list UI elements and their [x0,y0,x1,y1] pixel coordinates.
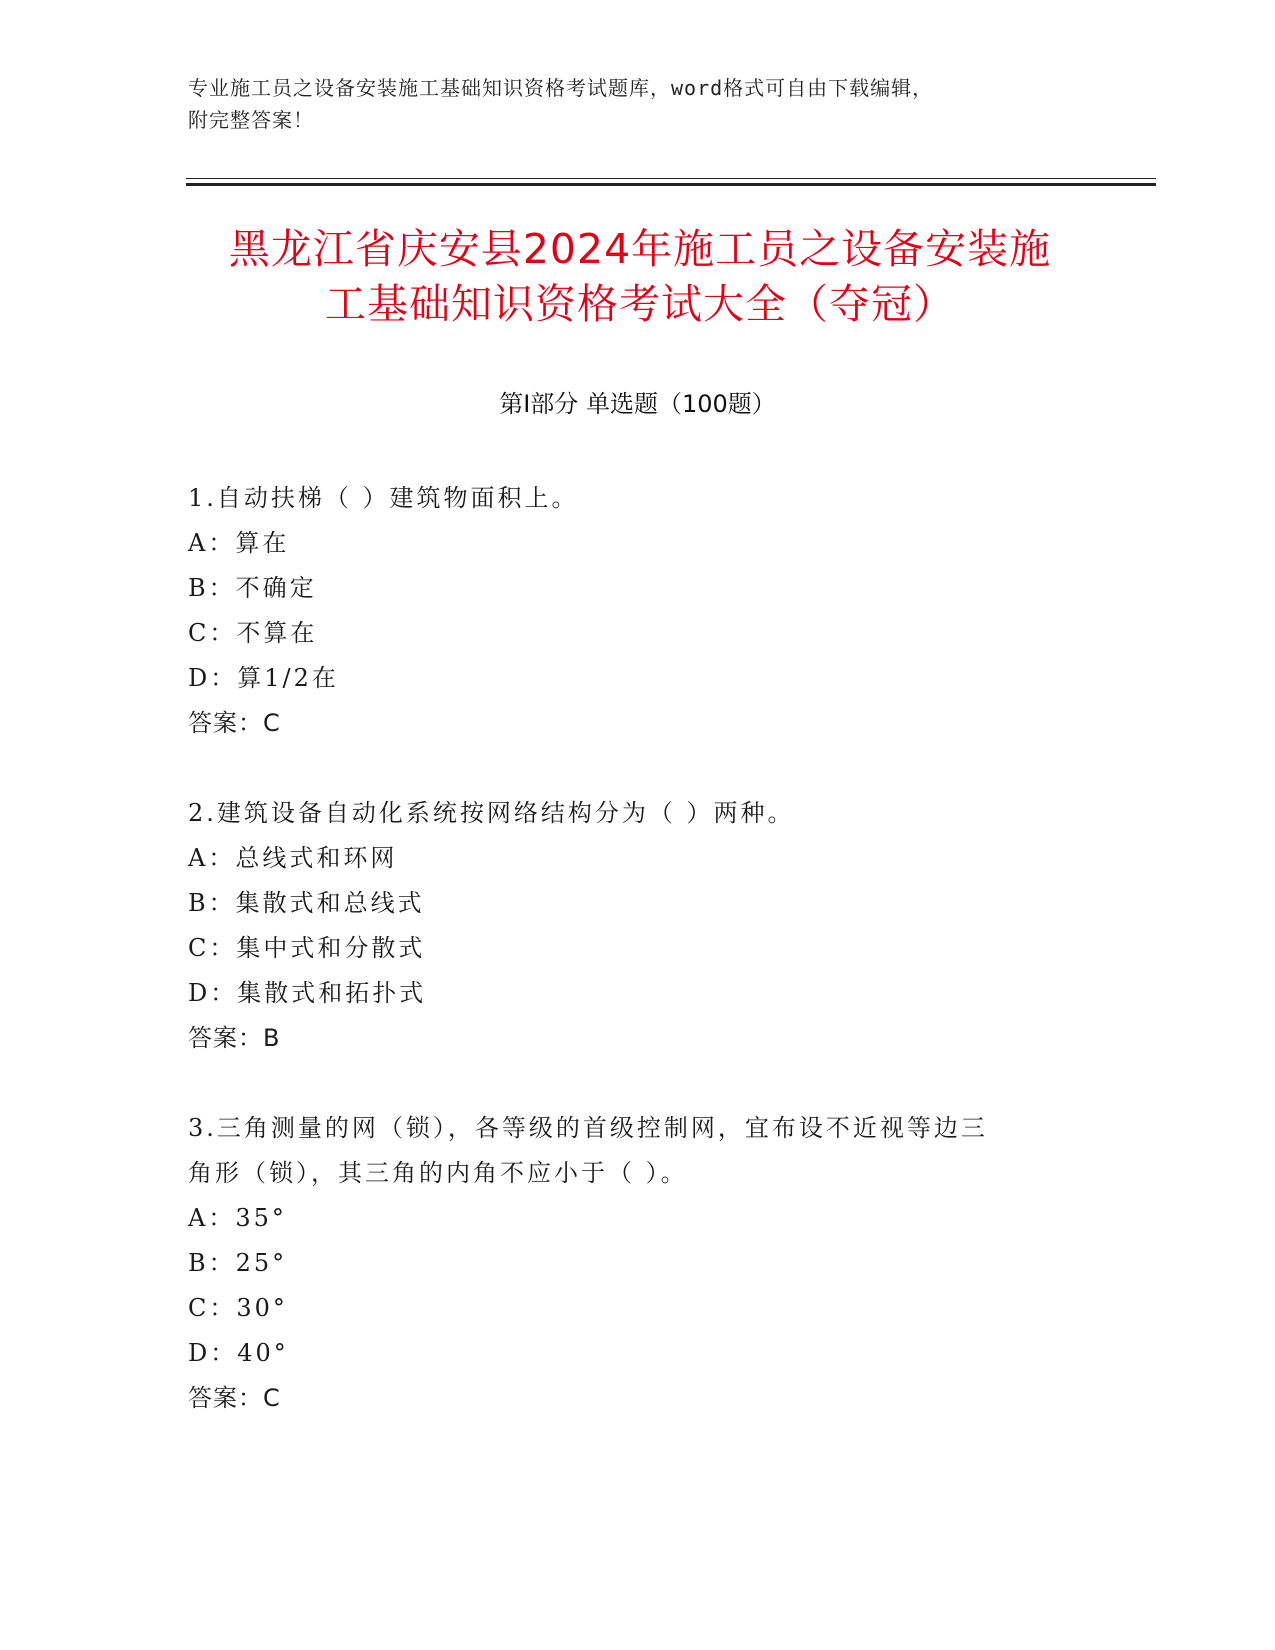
option-b: B：不确定 [188,574,317,602]
divider-thick [186,183,1156,186]
answer: 答案：B [188,1024,281,1052]
header-note-line1: 专业施工员之设备安装施工基础知识资格考试题库，word格式可自由下载编辑， [188,76,934,100]
question-stem-line1: 3.三角测量的网（锁），各等级的首级控制网，宜布设不近视等边三 [188,1114,988,1142]
option-d: D：集散式和拓扑式 [188,979,427,1007]
document-title-line1: 黑龙江省庆安县2024年施工员之设备安装施 [228,225,1052,273]
document-title-line2: 工基础知识资格考试大全（夺冠） [325,280,955,328]
option-a: A：总线式和环网 [188,844,398,872]
option-b: B：集散式和总线式 [188,889,425,917]
question-stem: 2.建筑设备自动化系统按网络结构分为（ ）两种。 [188,799,795,827]
option-a: A：35° [188,1204,287,1232]
question-2 [188,791,1088,1061]
answer: 答案：C [188,709,281,737]
option-c: C：集中式和分散式 [188,934,426,962]
question-stem-line2: 角形（锁），其三角的内角不应小于（ ）。 [188,1159,688,1187]
section-heading: 第Ⅰ部分 单选题（100题） [499,390,776,418]
document-title [150,222,1130,332]
option-d: D：算1/2在 [188,664,339,692]
option-d: D：40° [188,1339,289,1367]
header-note-line2: 附完整答案！ [188,108,314,132]
divider-thin [186,178,1156,179]
answer: 答案：C [188,1384,281,1412]
question-1 [188,476,1088,746]
option-c: C：30° [188,1294,288,1322]
question-spacer [188,746,1088,791]
option-b: B：25° [188,1249,288,1277]
question-spacer [188,1061,1088,1106]
header-note [188,72,1068,136]
question-3 [188,1106,1088,1421]
option-a: A：算在 [188,529,290,557]
question-stem: 1.自动扶梯（ ）建筑物面积上。 [188,484,579,512]
question-list [188,476,1088,1421]
option-c: C：不算在 [188,619,318,647]
